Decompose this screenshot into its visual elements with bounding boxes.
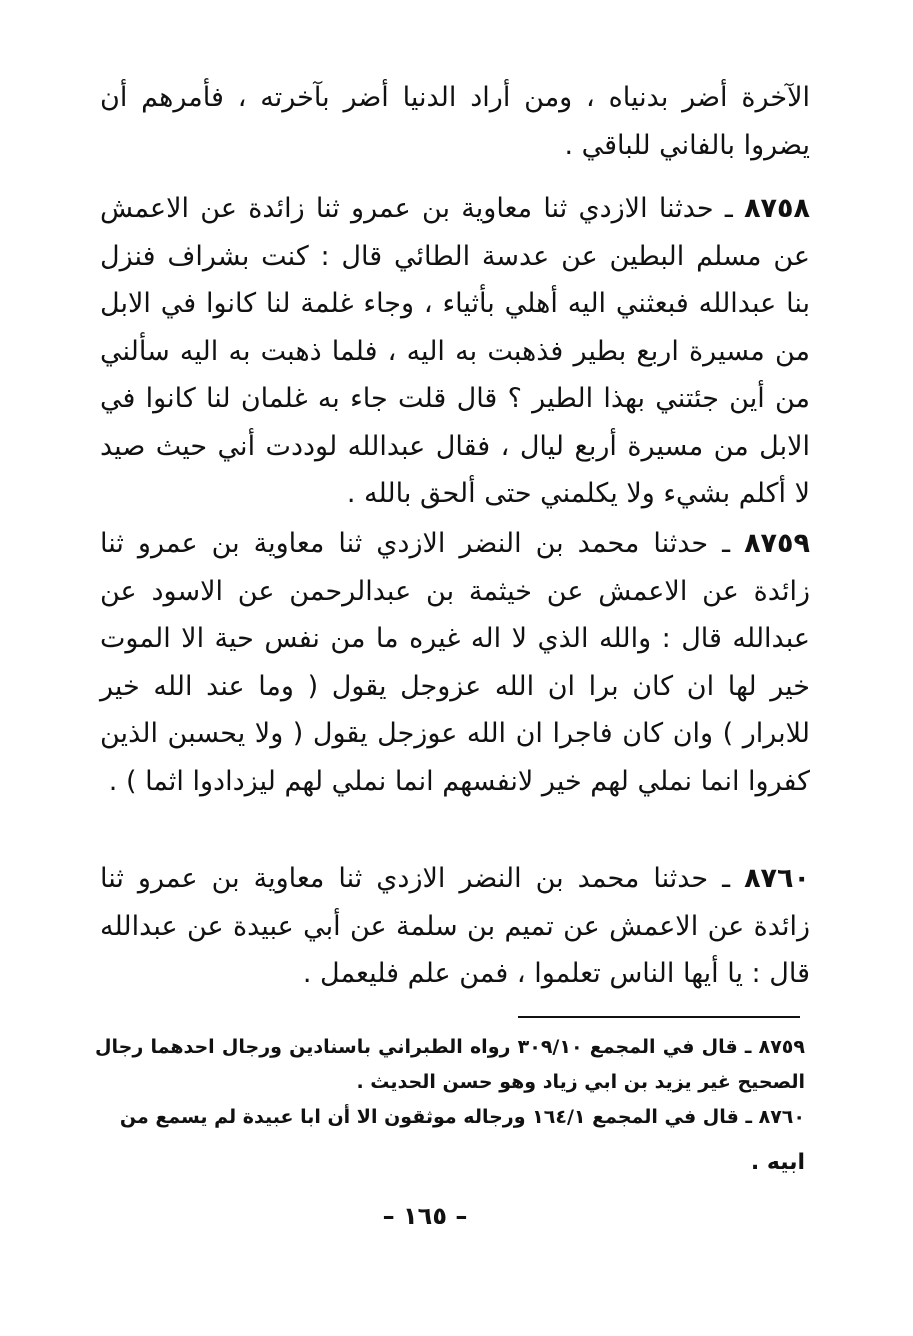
- hadith-dash: ـ: [713, 193, 733, 224]
- hadith-8758: [100, 185, 810, 518]
- hadith-text: حدثنا محمد بن النضر الازدي ثنا معاوية بن عمرو ثنا زائدة عن الاعمش عن تميم بن سلمة عن أبي عبيدة عن عبدالله قال : يا أيها الناس تعلموا ، فمن علم فليعمل .: [100, 863, 810, 989]
- hadith-dash: ـ: [708, 863, 731, 894]
- hadith-dash: ـ: [708, 528, 731, 559]
- footnote-number: ٨٧٦٠: [758, 1106, 805, 1128]
- footnote-dash: ـ: [738, 1106, 752, 1128]
- hadith-text: حدثنا محمد بن النضر الازدي ثنا معاوية بن عمرو ثنا زائدة عن الاعمش عن خيثمة بن عبدالرحمن عن الاسود عن عبدالله قال : والله الذي لا اله غيره ما من نفس حية الا الموت خير لها ان كان برا ان الله عزوجل يقول ( وما عند الله خير للابرار ) وان كان فاجرا ان الله عوزجل يقول ( ولا يحسبن الذين كفروا انما نملي لهم خير لانفسهم انما نملي لهم ليزدادوا اثما ) .: [100, 528, 810, 797]
- page-number: – ١٦٥ –: [382, 1202, 468, 1230]
- hadith-8760: [100, 855, 810, 998]
- footnote-text: قال في المجمع ٣٠٩/١٠ رواه الطبراني باسنادين ورجال احدهما رجال الصحيح غير يزيد بن ابي زياد وهو حسن الحديث .: [95, 1036, 805, 1093]
- footnote-8760: [95, 1100, 805, 1135]
- continuation-paragraph: [100, 74, 810, 169]
- footnote-8759: [95, 1030, 805, 1100]
- hadith-text: حدثنا الازدي ثنا معاوية بن عمرو ثنا زائدة عن الاعمش عن مسلم البطين عن عدسة الطائي قال : كنت بشراف فنزل بنا عبدالله فبعثني اليه أهلي بأثياء ، وجاء غلمة لنا كانوا في الابل من مسيرة اربع بطير فذهبت به اليه ، فلما ذهبت به اليه سألني من أين جئتني بهذا الطير ؟ قال قلت جاء به غلمان لنا كانوا في الابل من مسيرة أربع ليال ، فقال عبدالله لوددت أني حيث صيد لا أكلم بشيء ولا يكلمني حتى ألحق بالله .: [100, 193, 810, 509]
- continuation-text: الآخرة أضر بدنياه ، ومن أراد الدنيا أضر بآخرته ، فأمرهم أن يضروا بالفاني للباقي .: [100, 82, 810, 161]
- footnote-number: ٨٧٥٩: [758, 1036, 805, 1058]
- footnote-dash: ـ: [737, 1036, 752, 1058]
- footnote-text: قال في المجمع ١٦٤/١ ورجاله موثقون الا أن ابا عبيدة لم يسمع من: [119, 1106, 739, 1128]
- footnote-8760-end: ابيه .: [750, 1150, 805, 1175]
- hadith-number: ٨٧٦٠: [744, 863, 810, 894]
- hadith-8759: [100, 520, 810, 805]
- hadith-number: ٨٧٥٩: [744, 528, 810, 559]
- footnote-divider: [518, 1016, 800, 1018]
- hadith-number: ٨٧٥٨: [744, 193, 810, 224]
